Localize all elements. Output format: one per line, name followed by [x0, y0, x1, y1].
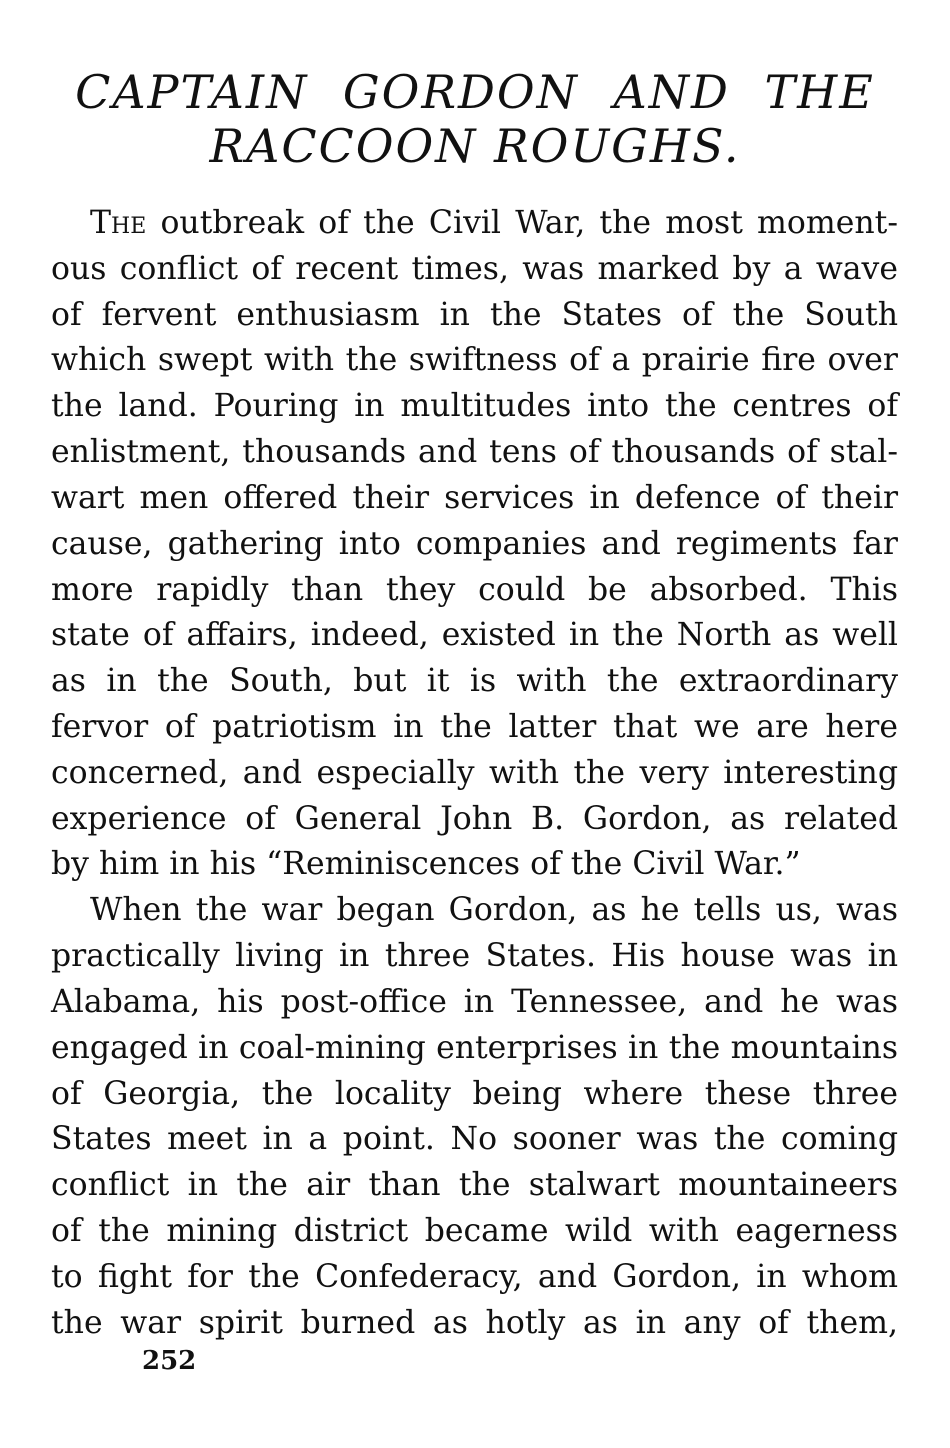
- text-line: Alabama, his post-office in Tennessee, and he was: [51, 984, 898, 1020]
- text-line: cause, gathering into companies and regiments far: [51, 526, 898, 562]
- text-line: more rapidly than they could be absorbed. This: [51, 572, 898, 608]
- text-line: which swept with the swiftness of a prairie fire over: [51, 342, 898, 378]
- text-line: ous conflict of recent times, was marked by a wave: [51, 251, 898, 287]
- text-line: by him in his “Reminiscences of the Civil War.”: [51, 846, 801, 882]
- chapter-title-line-2: RACCOON ROUGHS.: [209, 119, 741, 173]
- text-line: wart men offered their services in defence of their: [51, 480, 898, 516]
- text-line: States meet in a point. No sooner was the coming: [51, 1121, 898, 1157]
- text-line: as in the South, but it is with the extraordinary: [51, 663, 898, 699]
- page-number: 252: [142, 1346, 197, 1376]
- text-line: of fervent enthusiasm in the States of the South: [51, 297, 898, 333]
- text-line: engaged in coal-mining enterprises in the mountains: [51, 1030, 898, 1066]
- text-line: state of affairs, indeed, existed in the North as well: [51, 617, 898, 653]
- text-line: When the war began Gordon, as he tells us, was: [90, 892, 898, 928]
- drop-word: The: [90, 205, 147, 241]
- text-line: fervor of patriotism in the latter that we are here: [51, 709, 898, 745]
- text-line: The outbreak of the Civil War, the most moment-: [90, 205, 898, 241]
- text-line: to fight for the Confederacy, and Gordon, in whom: [51, 1259, 898, 1295]
- text-line: of the mining district became wild with eagerness: [51, 1213, 898, 1249]
- text-line: the land. Pouring in multitudes into the centres of: [51, 388, 898, 424]
- text-line: practically living in three States. His house was in: [51, 938, 898, 974]
- text-line: the war spirit burned as hotly as in any of them,: [51, 1305, 898, 1341]
- text-line: concerned, and especially with the very interesting: [51, 755, 898, 791]
- chapter-title-line-1: CAPTAIN GORDON AND THE: [75, 65, 875, 119]
- text-line: enlistment, thousands and tens of thousands of stal-: [51, 434, 898, 470]
- text-line: experience of General John B. Gordon, as related: [51, 801, 898, 837]
- text-line: conflict in the air than the stalwart mountaineers: [51, 1167, 898, 1203]
- text-line: of Georgia, the locality being where these three: [51, 1076, 898, 1112]
